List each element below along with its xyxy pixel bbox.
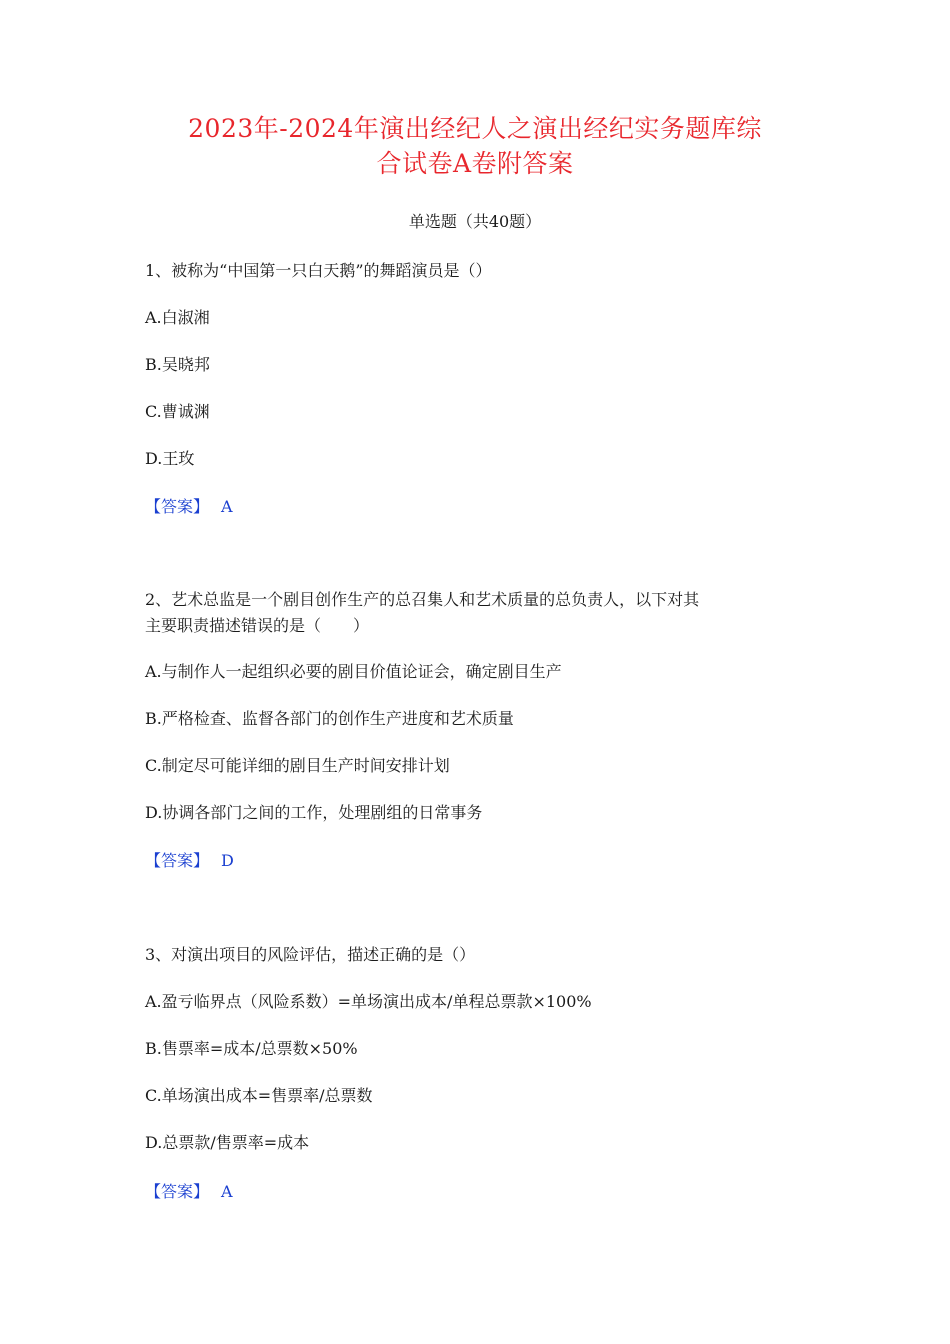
section-header: 单选题（共40题） [408, 212, 542, 231]
question-1-option-a: A.白淑湘 [145, 308, 210, 327]
answer-tag: 【答案】 [145, 497, 210, 516]
question-3-answer [145, 1180, 233, 1204]
question-2-answer [145, 849, 234, 873]
question-3-option-a: A.盈亏临界点（风险系数）=单场演出成本/单程总票款×100% [145, 992, 592, 1011]
question-1-answer [145, 495, 233, 519]
question-2-option-c: C.制定尽可能详细的剧目生产时间安排计划 [145, 756, 450, 775]
question-3-option-b: B.售票率=成本/总票数×50% [145, 1039, 358, 1058]
question-1-option-b: B.吴晓邦 [145, 355, 210, 374]
question-3-stem: 3、对演出项目的风险评估，描述正确的是（） [145, 945, 476, 964]
question-1-option-c: C.曹诚渊 [145, 402, 210, 421]
document-title-line-2: 合试卷A卷附答案 [376, 149, 574, 178]
question-3-option-c: C.单场演出成本=售票率/总票数 [145, 1086, 373, 1105]
answer-tag: 【答案】 [145, 1182, 210, 1201]
question-2-stem-line-2: 主要职责描述错误的是（ ） [145, 616, 370, 635]
question-2-option-b: B.严格检查、监督各部门的创作生产进度和艺术质量 [145, 709, 514, 728]
question-2-option-d: D.协调各部门之间的工作，处理剧组的日常事务 [145, 803, 483, 822]
question-1-option-d: D.王玫 [145, 449, 195, 468]
answer-value: A [221, 497, 233, 516]
question-1-stem: 1、被称为“中国第一只白天鹅”的舞蹈演员是（） [145, 261, 492, 280]
question-2-stem-line-1: 2、艺术总监是一个剧目创作生产的总召集人和艺术质量的总负责人，以下对其 [145, 590, 700, 609]
question-2-option-a: A.与制作人一起组织必要的剧目价值论证会，确定剧目生产 [145, 662, 562, 681]
answer-tag: 【答案】 [145, 851, 210, 870]
answer-value: A [221, 1182, 233, 1201]
answer-value: D [221, 851, 234, 870]
question-3-option-d: D.总票款/售票率=成本 [145, 1133, 310, 1152]
document-title-line-1: 2023年-2024年演出经纪人之演出经纪实务题库综 [188, 114, 762, 143]
